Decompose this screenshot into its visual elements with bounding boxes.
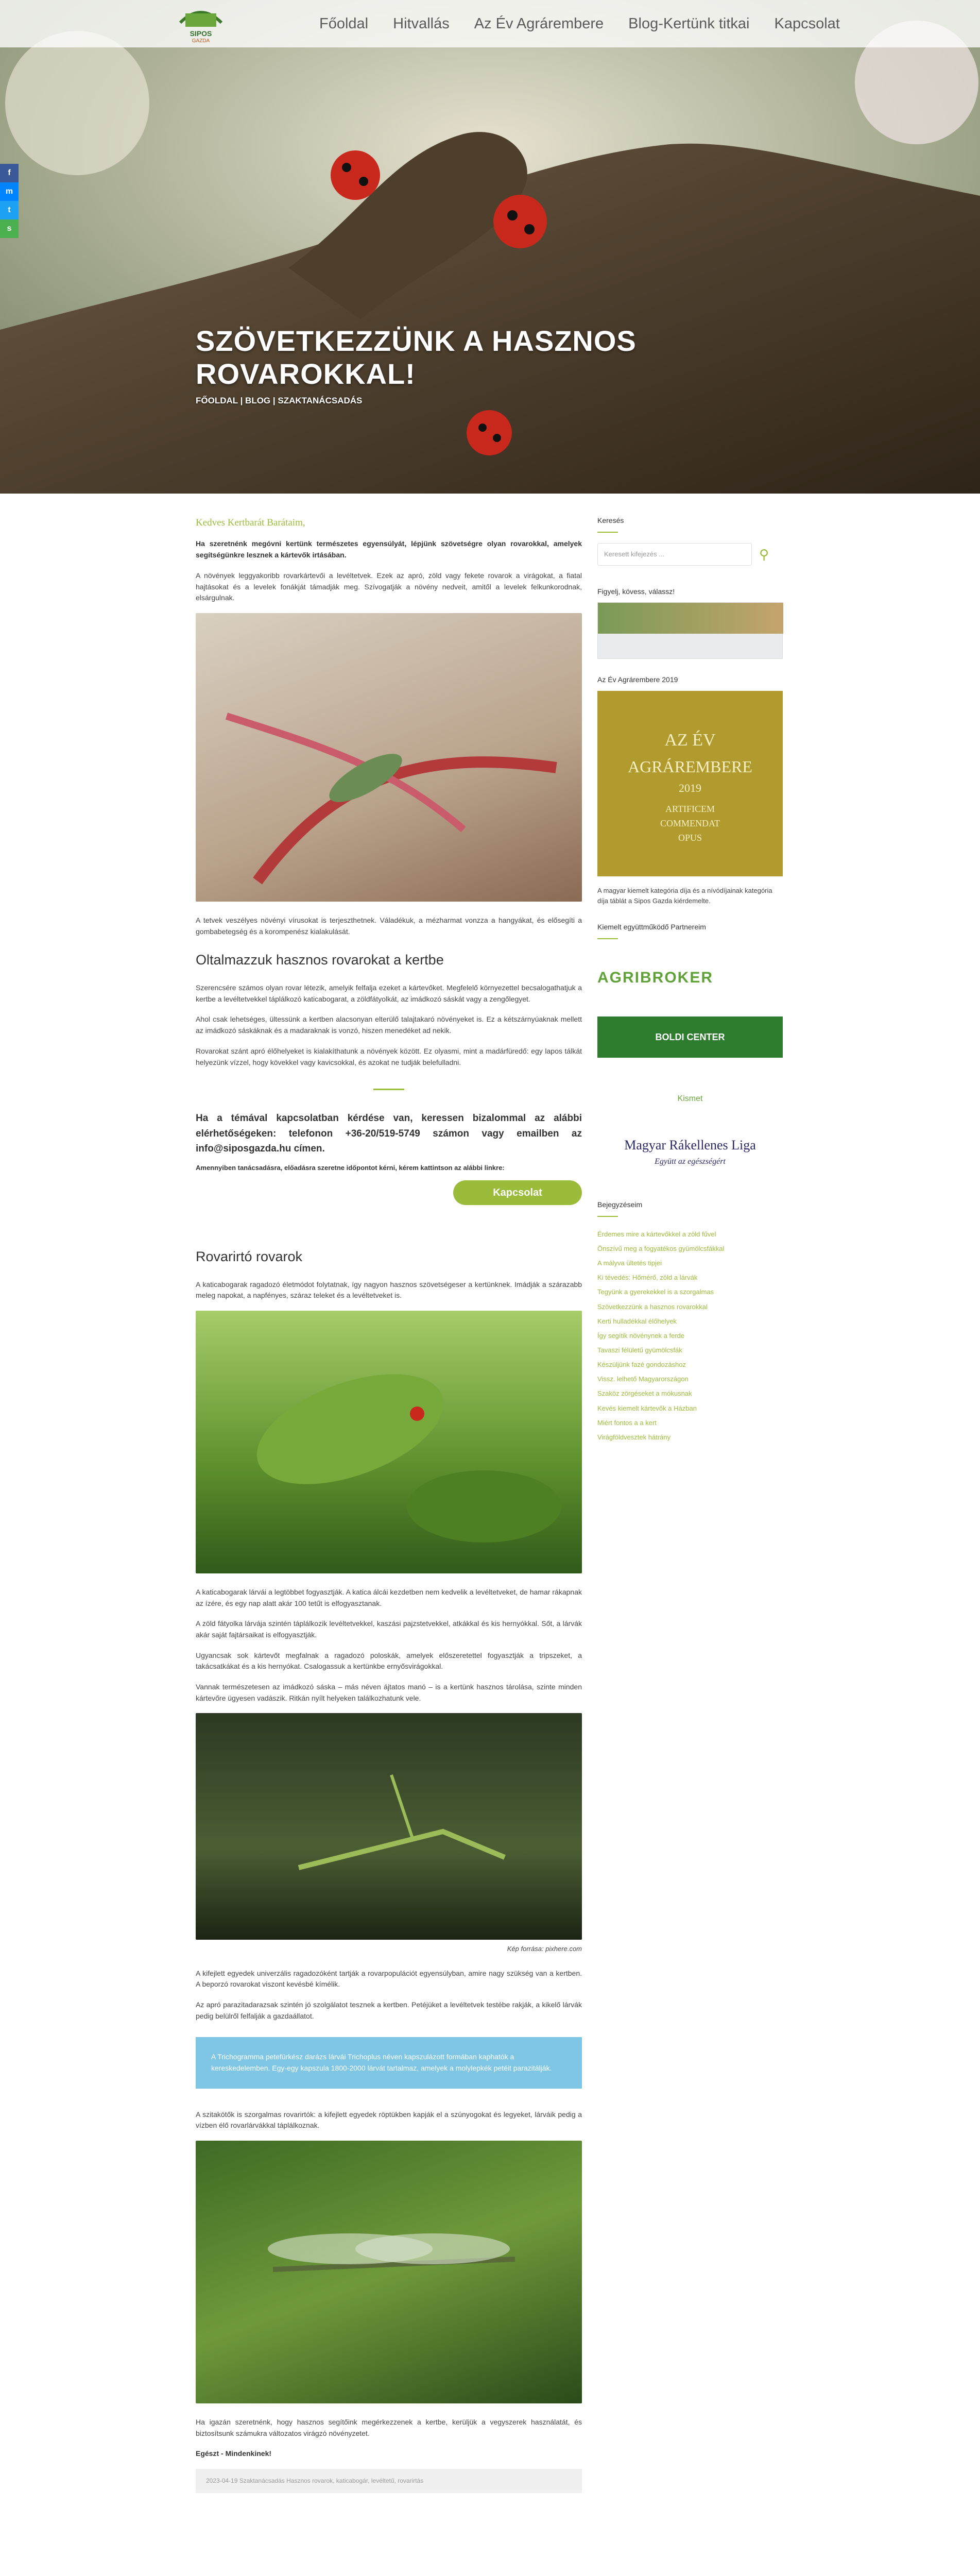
- recent-post-link[interactable]: Ki tévedés: Hőmérő, zöld a lárvák: [597, 1274, 698, 1282]
- nav-home[interactable]: Főoldal: [319, 15, 369, 32]
- divider: [597, 938, 618, 939]
- recent-post-link[interactable]: Így segítik növénynek a ferde: [597, 1331, 685, 1340]
- partner-cancer-league[interactable]: Magyar Rákellenes Liga Együtt az egészségért: [624, 1138, 756, 1166]
- post-meta: 2023-04-19 Szaktanácsadás Hasznos rovarok, katicabogár, levéltetű, rovarirtás: [196, 2469, 582, 2493]
- nav-blog[interactable]: Blog-Kertünk titkai: [628, 15, 750, 32]
- nav-award[interactable]: Az Év Agrárembere: [474, 15, 604, 32]
- paragraph: A zöld fátyolka lárvája szintén táplálkozik levéltetvekkel, kaszási pajzstetvekkel, atkákkal és kis hernyókkal. Sőt, a lárvák akár saját fajtársaikat is elfogyasztják.: [196, 1619, 582, 1639]
- sidebar: [597, 515, 793, 1445]
- divider: [373, 1089, 404, 1090]
- page-title: SZÖVETKEZZÜNK A HASZNOS ROVAROKKAL!: [196, 325, 637, 390]
- divider: [597, 1216, 618, 1217]
- recent-post-link[interactable]: Tegyünk a gyerekekkel is a szorgalmas: [597, 1288, 714, 1296]
- nav-credo[interactable]: Hitvallás: [393, 15, 450, 32]
- recent-post-link[interactable]: Kerti hulladékkal élőhelyek: [597, 1317, 677, 1325]
- recent-posts-list: [597, 1227, 793, 1445]
- ladybug-leaf-image: [196, 1311, 582, 1573]
- social-share-bar: [0, 164, 19, 238]
- intro-paragraph: Ha szeretnénk megóvni kertünk természetes egyensúlyát, lépjünk szövetségre olyan rovarokkal, amelyek segítségünkre lesznek a kártevők irtásában.: [196, 539, 582, 560]
- paragraph: A katicabogarak ragadozó életmódot folytatnak, így nagyon hasznos szövetségeser a kertünknek. Imádják a szárazabb meleg napokat, a napfényes, száraz teleket és a levéltetveket is.: [196, 1280, 582, 1300]
- paragraph: Ugyancsak sok kártevőt megfalnak a ragadozó poloskák, amelyek előszeretettel fogyasztják a tripszeket, a takácsatkákat és a kis hernyókat. Csalogassuk a kertünkbe ernyősvirágokkal.: [196, 1651, 582, 1671]
- nav-contact[interactable]: Kapcsolat: [774, 15, 840, 32]
- hero-banner: [0, 0, 980, 494]
- paragraph: Ha igazán szeretnénk, hogy hasznos segítőink megérkezzenek a kertbe, kerüljük a vegyszerek használatát, és biztosítsunk számukra változatos virágzó növényzetet.: [196, 2418, 582, 2437]
- follow-title: Figyelj, kövess, válassz!: [597, 587, 675, 596]
- facebook-share-icon[interactable]: f: [0, 164, 19, 182]
- facebook-widget[interactable]: [597, 602, 783, 659]
- recent-post-link[interactable]: Virágföldvesztek hátrány: [597, 1433, 671, 1441]
- image-caption: Kép forrása: pixhere.com: [507, 1945, 582, 1953]
- recent-posts-title: Bejegyzéseim: [597, 1200, 643, 1209]
- paragraph: Az apró parazitadarazsak szintén jó szolgálatot tesznek a kertben. Petéjüket a levéltetvek testébe rakják, a kikelő lárvák pedig belülről felfalják a gazdaállatot.: [196, 2000, 582, 2020]
- article-content: [196, 515, 582, 2493]
- section-heading: Oltalmazzuk hasznos rovarokat a kertbe: [196, 952, 444, 968]
- main-menu: [319, 0, 840, 47]
- section-heading: Rovarirtó rovarok: [196, 1248, 303, 1264]
- recent-post-link[interactable]: Vissz. lelhető Magyarországon: [597, 1375, 689, 1383]
- search-input[interactable]: Keresett kifejezés ...: [597, 543, 752, 566]
- hero-image: [0, 0, 980, 494]
- contact-cta: [196, 1111, 582, 1205]
- top-navigation: [0, 0, 980, 47]
- svg-text:GAZDA: GAZDA: [192, 38, 210, 43]
- recent-post-link[interactable]: Szaköz zörgéseket a mókusnak: [597, 1389, 692, 1398]
- recent-post-link[interactable]: Tavaszi félületű gyümölcsfák: [597, 1346, 682, 1354]
- paragraph: Ahol csak lehetséges, ültessünk a kertben alacsonyan elterülő talajtakaró növényeket is. Ez a kétszárnyúaknak mellett az imádkozó sáskáknak és a madaraknak is vonzó, hiszen menedéket ad nekik.: [196, 1015, 582, 1035]
- recent-post-link[interactable]: Kevés kiemelt kártevők a Házban: [597, 1404, 697, 1412]
- recent-post-link[interactable]: Érdemes mire a kártevőkkel a zöld fűvel: [597, 1230, 716, 1238]
- sipos-gazda-logo[interactable]: [170, 2, 232, 43]
- partner-boldi-center[interactable]: BOLDI CENTER: [597, 1016, 783, 1058]
- paragraph: Vannak természetesen az imádkozó sáska – más néven ájtatos manó – is a kertünk hasznos tárolása, szinte minden kártevőre ügyesen vadászik. Ritkán nyílt helyeken találkozhatunk vele.: [196, 1683, 582, 1702]
- recent-post-link[interactable]: Szövetkezzünk a hasznos rovarokkal: [597, 1302, 708, 1311]
- award-text: A magyar kiemelt kategória díja és a nívódíjainak kategória díja táblát a Sipos Gazda kiérdemelte.: [597, 887, 772, 905]
- breadcrumb[interactable]: FŐOLDAL | BLOG | SZAKTANÁCSADÁS: [196, 396, 363, 405]
- paragraph: A növények leggyakoribb rovarkártevői a levéltetvek. Ezek az apró, zöld vagy fekete rovarok a virágokat, a fiatal hajtásokat és a levelek fonákját támadják meg. Szívogatják a növény nedveit, amitől a levelek felkunkorodnak, elsárgulnak.: [196, 571, 582, 602]
- partner-kismet[interactable]: Kismet: [677, 1094, 703, 1104]
- hawk-moth-image: [196, 613, 582, 902]
- paragraph: A tetvek veszélyes növényi vírusokat is terjeszthetnek. Váladékuk, a mézharmat vonzza a hangyákat, és elősegíti a gombabetegség és a korompenész kialakulását.: [196, 916, 582, 936]
- cta-note: Amennyiben tanácsadásra, előadásra szeretne időpontot kérni, kérem kattintson az alábbi linkre:: [196, 1163, 505, 1172]
- divider: [597, 532, 618, 533]
- svg-text:SIPOS: SIPOS: [190, 29, 212, 38]
- cta-text: Ha a témával kapcsolatban kérdése van, keressen bizalommal az alábbi elérhetőségeken: telefonon +36-20/519-5749 számon vagy emailben az info@siposgazda.hu címen.: [196, 1113, 582, 1155]
- recent-post-link[interactable]: Önszívű meg a fogyatékos gyümölcsfákkal: [597, 1244, 725, 1252]
- paragraph: A katicabogarak lárvái a legtöbbet fogyasztják. A katica álcái kezdetben nem kedvelik a levéltetveket, de hamar rákapnak az ízére, és egy nap alatt akár 100 tetűt is elfogyasztanak.: [196, 1587, 582, 1607]
- messenger-share-icon[interactable]: m: [0, 182, 19, 201]
- signoff: Egészt - Mindenkinek!: [196, 2449, 272, 2458]
- recent-post-link[interactable]: Miért fontos a a kert: [597, 1418, 657, 1427]
- info-box: A Trichogramma petefürkész darázs lárvái Trichoplus néven kapszulázott formában kaphatók a kereskedelemben. Egy-egy kapszula 1800-2000 lárvát tartalmaz, amelyek a molylepkék petéit parazitálják.: [196, 2037, 582, 2088]
- twitter-share-icon[interactable]: t: [0, 201, 19, 219]
- partner-agribroker[interactable]: AGRIBROKER: [597, 969, 714, 987]
- paragraph: Szerencsére számos olyan rovar létezik, amelyik felfalja ezeket a kártevőket. Megfelelő környezettel becsalogathatjuk a kertbe a levéltetvekkel táplálkozó katicabogarat, a zöldfátyolkát, az imádkozó sáskát vagy a zengőlegyet.: [196, 984, 582, 1003]
- award-badge: AZ ÉV AGRÁREMBERE 2019 ARTIFICEM COMMENDAT OPUS: [597, 691, 783, 876]
- share-icon[interactable]: s: [0, 219, 19, 238]
- paragraph: A szitakötők is szorgalmas rovarirtók: a kifejlett egyedek röptükben kapják el a szúnyogokat és legyeket, lárváik pedig a vízben élő rovarlárvákkal táplálkoznak.: [196, 2110, 582, 2130]
- award-title: Az Év Agrárembere 2019: [597, 675, 678, 684]
- paragraph: Rovarokat szánt apró élőhelyeket is kialakíthatunk a növények között. Ez olyasmi, mint a madárfüredő: egy lapos tálkát helyezünk vízzel, hogy kövekkel vagy kavicsokkal, és azokat ne tudják belefulladni.: [196, 1046, 582, 1066]
- greeting: Kedves Kertbarát Barátaim,: [196, 517, 305, 528]
- praying-mantis-image: [196, 1713, 582, 1940]
- search-icon[interactable]: ⚲: [759, 546, 769, 562]
- paragraph: A kifejlett egyedek univerzális ragadozóként tartják a rovarpopulációt egyensúlyban, amire nagy szükség van a kertben. A beporzó rovarokat viszont kevésbé kímélik.: [196, 1969, 582, 1989]
- partners-title: Kiemelt együttműködő Partnereim: [597, 923, 706, 931]
- search-title: Keresés: [597, 516, 624, 524]
- dragonfly-image: [196, 2141, 582, 2403]
- recent-post-link[interactable]: A mályva ültetés tipjei: [597, 1259, 662, 1267]
- contact-button[interactable]: Kapcsolat: [453, 1180, 582, 1205]
- recent-post-link[interactable]: Készüljünk fazé gondozáshoz: [597, 1361, 686, 1369]
